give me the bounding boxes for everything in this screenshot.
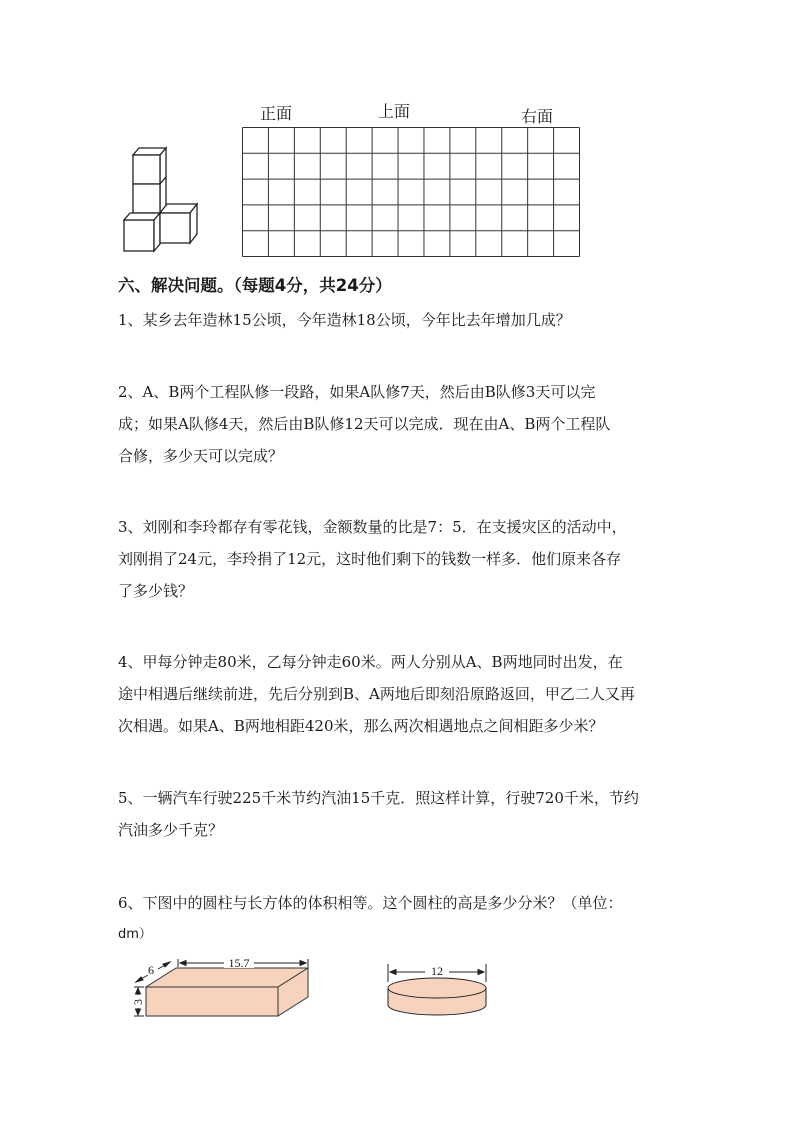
- question-2: [118, 376, 698, 472]
- question-line: 次相遇。如果A、B两地相距420米，那么两次相遇地点之间相距多少米？: [118, 717, 604, 735]
- question-line: 刘刚捐了24元，李玲捐了12元，这时他们剩下的钱数一样多．他们原来各存: [118, 550, 622, 568]
- question-line: 5、一辆汽车行驶225千米节约汽油15千克．照这样计算，行驶720千米，节约: [118, 789, 639, 807]
- question-4: [118, 646, 698, 742]
- question-5: [118, 782, 698, 846]
- question-line: 2、A、B两个工程队修一段路，如果A队修7天，然后由B队修3天可以完: [118, 383, 596, 401]
- question-line: 3、刘刚和李玲都存有零花钱，金额数量的比是7：5．在支援灾区的活动中，: [118, 518, 627, 536]
- question-1: [118, 304, 698, 336]
- question-line: 了多少钱？: [118, 582, 194, 600]
- front-view-label: 正面: [260, 104, 293, 123]
- question-line: 4、甲每分钟走80米，乙每分钟走60米。两人分别从A、B两地同时出发，在: [118, 653, 623, 671]
- cuboid-figure: [128, 955, 318, 1030]
- top-view-label: 上面: [378, 102, 411, 121]
- cube-stack-figure: [118, 140, 208, 255]
- answer-grid: [242, 127, 580, 257]
- right-view-label: 右面: [521, 107, 554, 126]
- question-line: 途中相遇后继续前进，先后分别到B、A两地后即刻沿原路返回，甲乙二人又再: [118, 685, 635, 703]
- question-line: 合修，多少天可以完成？: [118, 447, 284, 465]
- cylinder-figure: [385, 960, 490, 1020]
- section-title: 六、解决问题。（每题4分，共24分）: [118, 276, 392, 295]
- question-line: 1、某乡去年造林15公顷，今年造林18公顷，今年比去年增加几成？: [118, 311, 571, 329]
- cuboid-length-label: 15.7: [228, 956, 250, 970]
- cuboid-height-label: 3: [131, 999, 145, 1005]
- question-line: 汽油多少千克？: [118, 821, 224, 839]
- cuboid-width-label: 6: [148, 963, 154, 977]
- question-line: dm）: [118, 927, 152, 942]
- cylinder-diameter-label: 12: [431, 964, 443, 978]
- question-line: 6、下图中的圆柱与长方体的体积相等。这个圆柱的高是多少分米？（单位：: [118, 894, 623, 912]
- question-3: [118, 511, 698, 607]
- question-line: 成；如果A队修4天，然后由B队修12天可以完成．现在由A、B两个工程队: [118, 415, 611, 433]
- question-6: [118, 887, 698, 951]
